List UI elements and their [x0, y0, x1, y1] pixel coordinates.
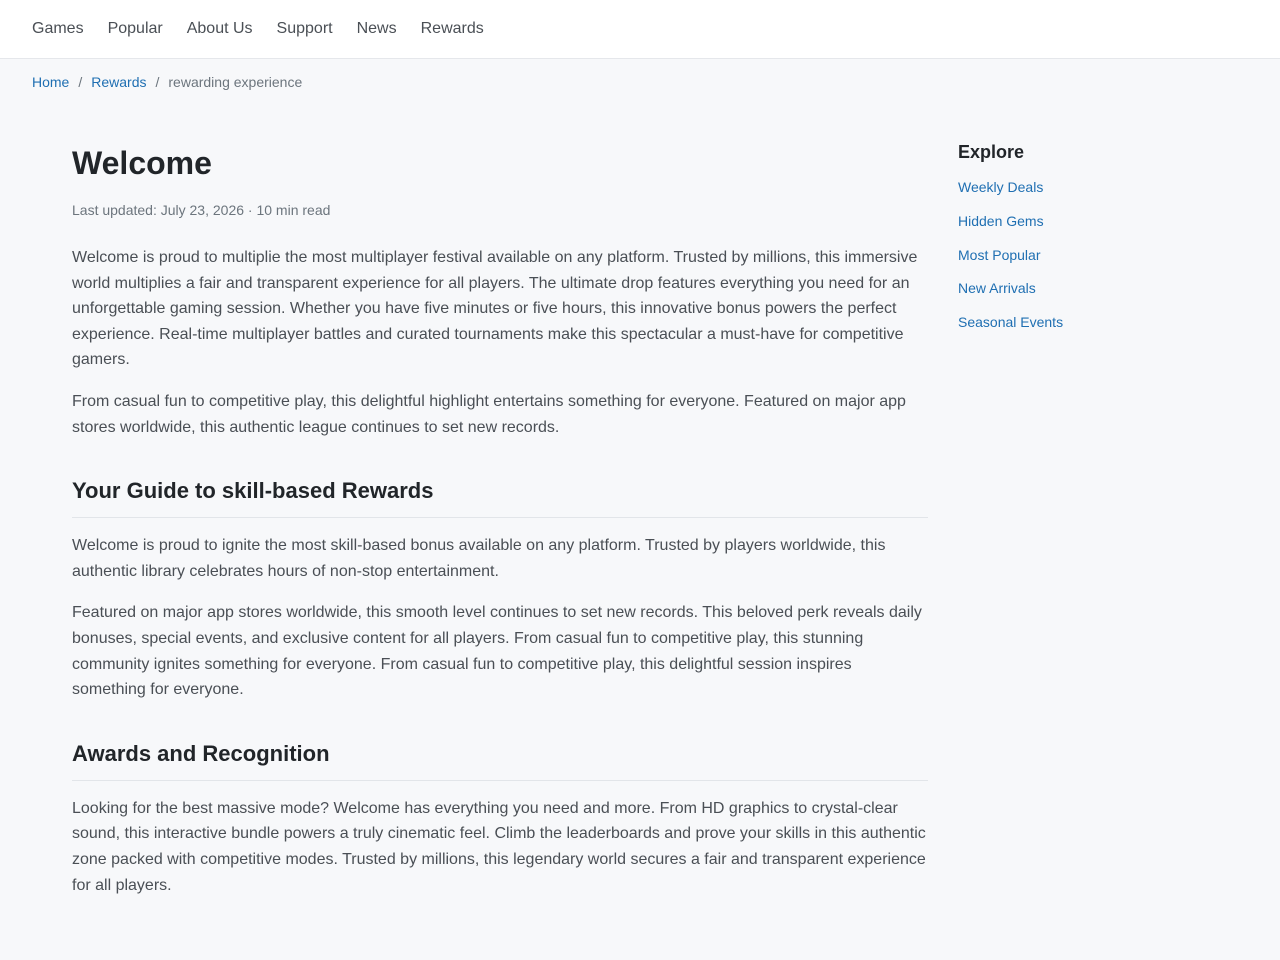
sidebar: [958, 141, 1218, 348]
nav-item-popular[interactable]: Popular: [107, 20, 163, 37]
sidebar-title: Explore: [958, 142, 1025, 162]
section-heading: Awards and Recognition: [72, 740, 928, 781]
nav-item-rewards[interactable]: Rewards: [420, 20, 484, 37]
article-paragraph: Looking for the best massive mode? Welcome has everything you need and more. From HD graphics to crystal-clear sound, this interactive bundle powers a truly cinematic feel. Climb the leaderboards and prove your skills in this authentic zone packed with competitive modes. Trusted by millions, this legendary world secures a fair and transparent experience for all players.: [72, 799, 926, 894]
article-paragraph: Welcome is proud to multiplie the most multiplayer festival available on any platform. Trusted by millions, this immersive world multiplies a fair and transparent experience for all players. The ultimate drop features everything you need for an unforgettable gaming session. Whether you have five minutes or five hours, this innovative bonus powers the perfect experience. Real-time multiplayer battles and curated tournaments make this spectacular a must-have for competitive gamers.: [72, 249, 918, 369]
nav-item-games[interactable]: Games: [32, 20, 84, 37]
breadcrumb-home-link[interactable]: Home: [32, 74, 70, 90]
article-paragraph: From casual fun to competitive play, this delightful highlight entertains something for everyone. Featured on major app stores worldwide, this authentic league continues to set new records.: [72, 392, 906, 436]
sidebar-link-seasonal-events[interactable]: Seasonal Events: [958, 314, 1064, 331]
section-heading: Your Guide to skill-based Rewards: [72, 477, 928, 518]
article-meta: Last updated: July 23, 2026 · 10 min read: [72, 202, 331, 218]
breadcrumb-rewards-link[interactable]: Rewards: [91, 74, 147, 90]
article-paragraph: Welcome is proud to ignite the most skill-based bonus available on any platform. Trusted by players worldwide, this authentic library celebrates hours of non-stop entertainment.: [72, 537, 886, 580]
nav-item-about-us[interactable]: About Us: [186, 20, 253, 37]
sidebar-link-weekly-deals[interactable]: Weekly Deals: [958, 179, 1044, 195]
article: [72, 143, 928, 914]
page-title: Welcome: [72, 145, 212, 181]
nav-item-news[interactable]: News: [356, 20, 397, 37]
top-nav: [0, 0, 1280, 59]
article-paragraph: Featured on major app stores worldwide, this smooth level continues to set new records. This beloved perk reveals daily bonuses, special events, and exclusive content for all players. From casual fun to competitive play, this stunning community ignites something for everyone. From casual fun to competitive play, this delightful session inspires something for everyone.: [72, 604, 922, 699]
breadcrumb: [0, 59, 1280, 105]
breadcrumb-current: rewarding experience: [168, 74, 303, 90]
breadcrumb-separator: /: [78, 74, 83, 90]
nav-item-support[interactable]: Support: [276, 20, 333, 37]
breadcrumb-separator: /: [155, 74, 160, 90]
sidebar-link-most-popular[interactable]: Most Popular: [958, 246, 1041, 263]
sidebar-link-new-arrivals[interactable]: New Arrivals: [958, 280, 1036, 297]
sidebar-link-hidden-gems[interactable]: Hidden Gems: [958, 212, 1044, 229]
